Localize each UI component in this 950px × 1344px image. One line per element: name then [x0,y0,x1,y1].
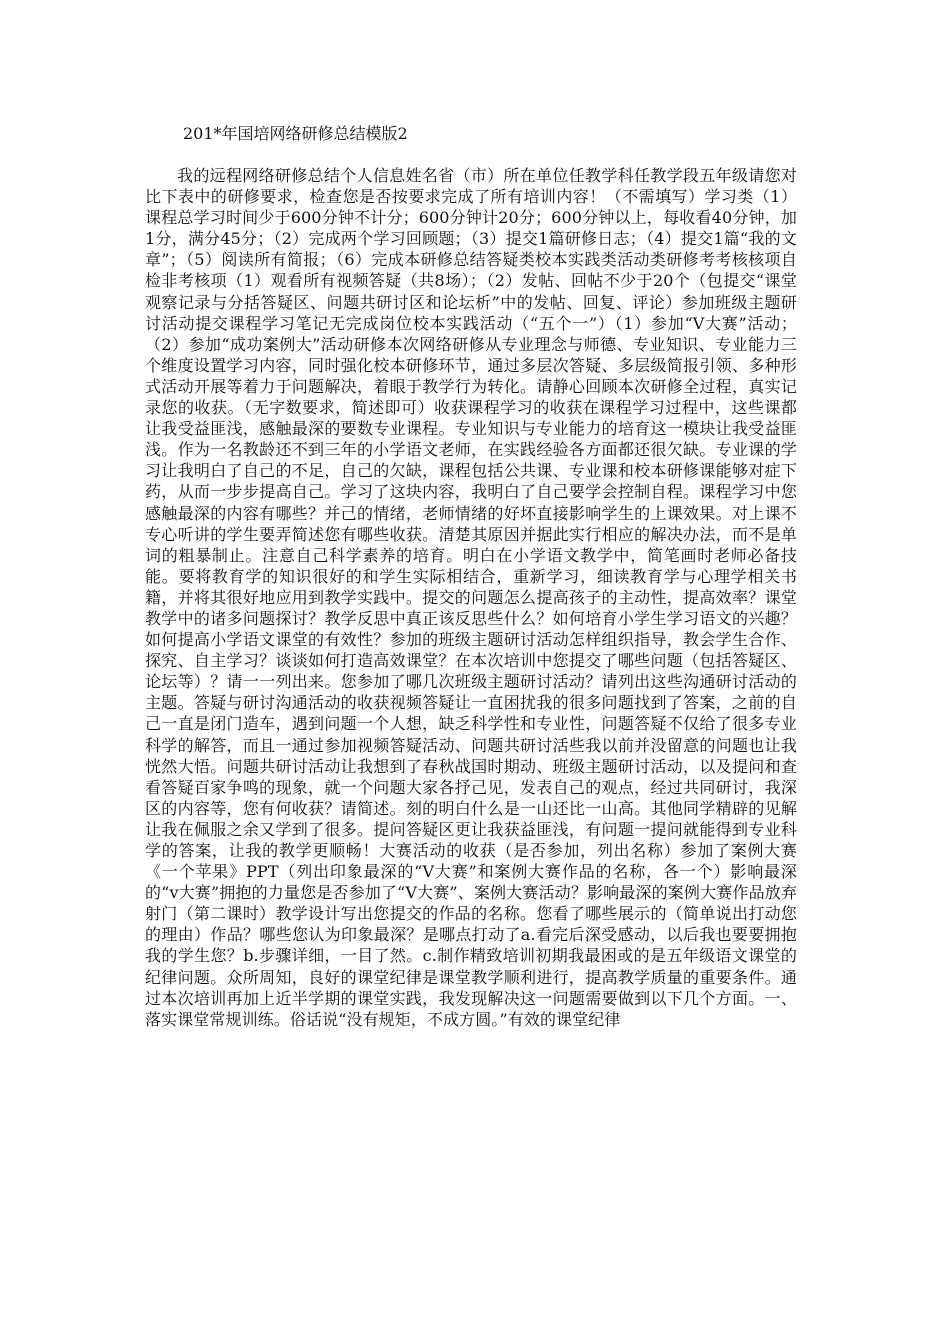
document-body-paragraph: 我的远程网络研修总结个人信息姓名省（市）所在单位任教学科任教学段五年级请您对比下表中的研修要求，检查您是否按要求完成了所有培训内容！（不需填写）学习类（1）课程总学习时间少于600分钟不计分；600分钟计20分；600分钟以上，每收看40分钟，加1分，满分45分；（2）完成两个学习回顾题；（3）提交1篇研修日志；（4）提交1篇“我的文章”；（5）阅读所有简报；（6）完成本研修总结答疑类校本实践类活动类研修考考核核项自检非考核项（1）观看所有视频答疑（共8场）；（2）发帖、回帖不少于20个（包提交“课堂观察记录与分括答疑区、问题共研讨区和论坛析”中的发帖、回复、评论）参加班级主题研讨活动提交课程学习笔记无完成岗位校本实践活动（“五个一”）（1）参加“V大赛”活动；（2）参加“成功案例大”活动研修本次网络研修从专业理念与师德、专业知识、专业能力三个维度设置学习内容，同时强化校本研修环节，通过多层次答疑、多层级简报引领、多种形式活动开展等着力于问题解决，着眼于教学行为转化。请静心回顾本次研修全过程，真实记录您的收获。（无字数要求，简述即可）收获课程学习的收获在课程学习过程中，这些课都让我受益匪浅，感触最深的要数专业课程。专业知识与专业能力的培育这一模块让我受益匪浅。作为一名教龄还不到三年的小学语文老师，在实践经验各方面都还很欠缺。专业课的学习让我明白了自己的不足，自己的欠缺，课程包括公共课、专业课和校本研修课能够对症下药，从而一步步提高自己。学习了这块内容，我明白了自己要学会控制自程。课程学习中您感触最深的内容有哪些？并己的情绪，老师情绪的好坏直接影响学生的上课效果。对上课不专心听讲的学生要弄简述您有哪些收获。清楚其原因并据此实行相应的解决办法，而不是单词的粗暴制止。注意自己科学素养的培育。明白在小学语文教学中，简笔画时老师必备技能。要将教育学的知识很好的和学生实际相结合，重新学习，细读教育学与心理学相关书籍，并将其很好地应用到教学实践中。提交的问题怎么提高孩子的主动性，提高效率？课堂教学中的诸多问题探讨？教学反思中真正该反思些什么？如何培育小学生学习语文的兴趣？如何提高小学语文课堂的有效性？参加的班级主题研讨活动怎样组织指导，教会学生合作、探究、自主学习？谈谈如何打造高效课堂？在本次培训中您提交了哪些问题（包括答疑区、论坛等）？请一一列出来。您参加了哪几次班级主题研讨活动？请列出这些沟通研讨活动的主题。答疑与研讨沟通活动的收获视频答疑让一直困扰我的很多问题找到了答案，之前的自己一直是闭门造车，遇到问题一个人想，缺乏科学性和专业性，问题答疑不仅给了很多专业科学的解答，而且一通过参加视频答疑活动、问题共研讨活些我以前并没留意的问题也让我恍然大悟。问题共研讨活动让我想到了春秋战国时期动、班级主题研讨活动，以及提问和查看答疑百家争鸣的现象，就一个问题大家各抒己见，发表自己的观点，经过共同研讨，我深区的内容等，您有何收获？请简述。刻的明白什么是一山还比一山高。其他同学精辟的见解让我在佩服之余又学到了很多。提问答疑区更让我获益匪浅，有问题一提问就能得到专业科学的答案，让我的教学更顺畅！大赛活动的收获（是否参加，列出名称）参加了案例大赛《一个苹果》PPT（列出印象最深的“V大赛”和案例大赛作品的名称，各一个）影响最深的“v大赛”拥抱的力量您是否参加了“V大赛”、案例大赛活动？影响最深的案例大赛作品放弃射门（第二课时）教学设计写出您提交的作品的名称。您看了哪些展示的（简单说出打动您的理由）作品？哪些您认为印象最深？是哪点打动了a.看完后深受感动，以后我也要要拥抱我的学生您？b.步骤详细，一目了然。c.制作精致培训初期我最困或的是五年级语文课堂的纪律问题。众所周知，良好的课堂纪律是课堂教学顺利进行，提高教学质量的重要条件。通过本次培训再加上近半学期的课堂实践，我发现解决这一问题需要做到以下几个方面。一、落实课堂常规训练。俗话说“没有规矩，不成方圆。”有效的课堂纪律 [145,166,797,1029]
document-title: 201*年国培网络研修总结模版2 [183,124,408,143]
